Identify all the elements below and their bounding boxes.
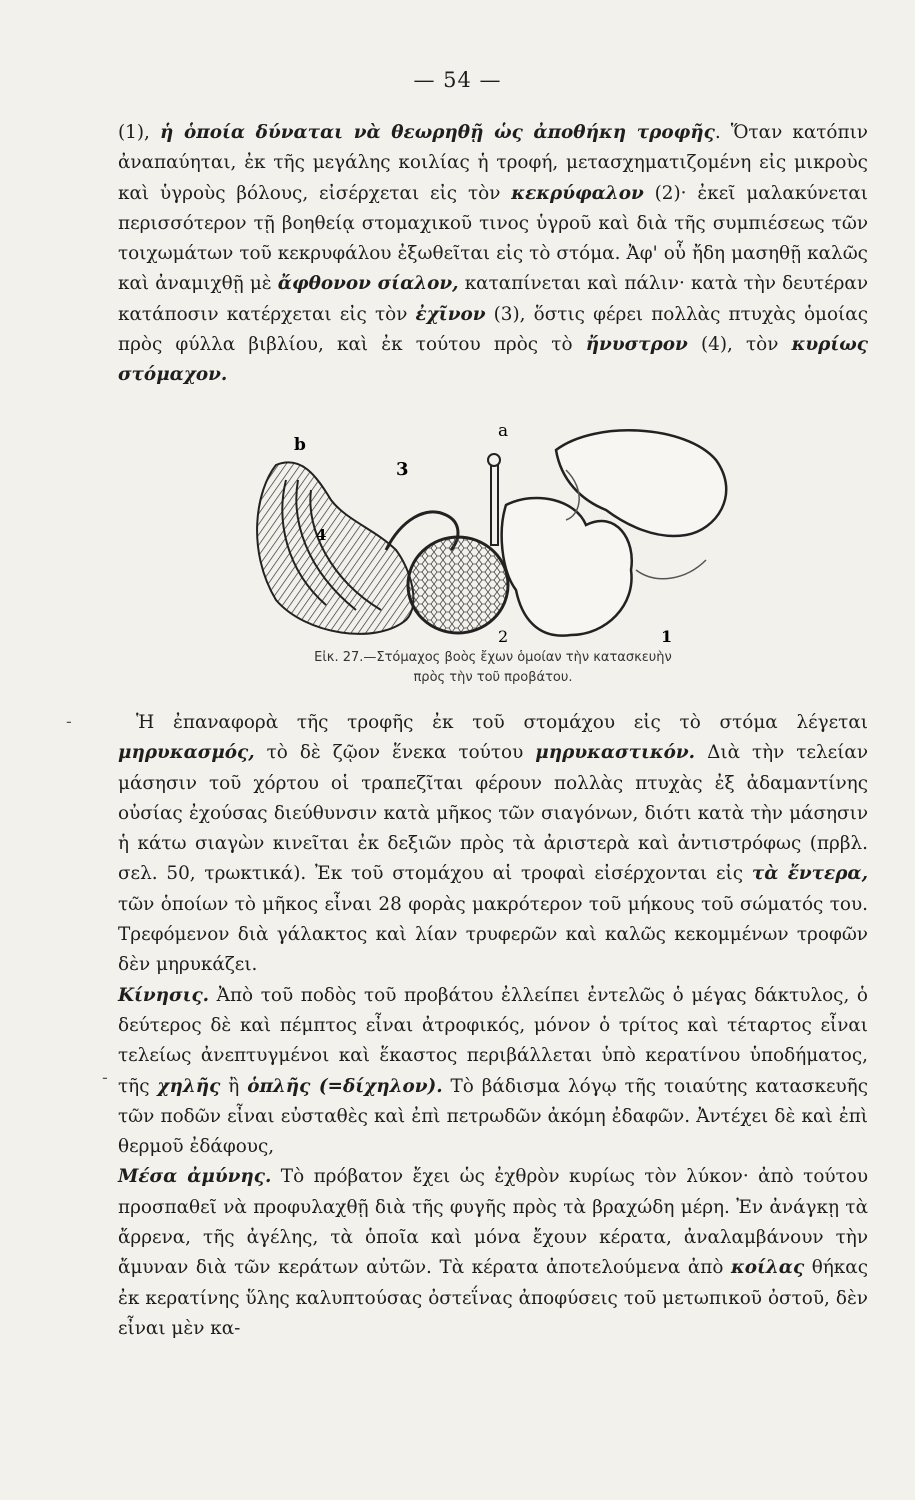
emphasis-term: κεκρύφαλον bbox=[511, 182, 644, 204]
rumen-part bbox=[502, 498, 632, 636]
emphasis-term: ἤνυστρον bbox=[585, 334, 688, 356]
text-run: ἢ bbox=[220, 1075, 248, 1097]
figure-caption bbox=[118, 648, 868, 688]
text-run: (2)· ἐκεῖ μαλακύνεται περισσότερον τῇ βοηθείᾳ στομαχικοῦ τινος ὑγροῦ καὶ διὰ τῆς συμπιέσεως τῶν τοιχωμάτων τοῦ κεκρυφάλου ἐξωθεῖται εἰς τὸ στόμα. Ἀφ' οὗ ἤδη μασηθῇ καλῶς καὶ ἀναμιχθῇ μὲ bbox=[118, 182, 869, 295]
margin-mark: - bbox=[66, 712, 72, 731]
text-run: Ἡ ἐπαναφορὰ τῆς τροφῆς ἐκ τοῦ στομάχου εἰς τὸ στόμα λέγεται bbox=[136, 712, 868, 733]
text-run: θήκας ἐκ κερατίνης ὕλης καλυπτούσας ὀστεΐνας ἀποφύσεις τοῦ μετωπικοῦ ὀστοῦ, δὲν εἶναι μὲν κα- bbox=[118, 1257, 868, 1339]
figure-label-2: 2 bbox=[498, 627, 509, 646]
omasum-part bbox=[257, 462, 413, 634]
esophagus-part bbox=[491, 460, 498, 545]
emphasis-term: ἡ ὁποία δύναται νὰ θεωρηθῇ ὡς ἀποθήκη τροφῆς bbox=[159, 122, 715, 143]
emphasis-term: ὁπλῆς (=δίχηλον). bbox=[247, 1075, 443, 1097]
text-run: τὸ δὲ ζῷον ἕνεκα τούτου bbox=[254, 742, 536, 764]
page-number: — 54 — bbox=[413, 68, 502, 92]
text-run: τῶν ὁποίων τὸ μῆκος εἶναι 28 φορὰς μακρότερον τοῦ μήκους τοῦ σώματός του. Τρεφόμενον διὰ γάλακτος καὶ λίαν τρυφερῶν καὶ καλῶς κεκομμένων τροφῶν δὲν μηρυκάζει. bbox=[118, 893, 868, 976]
stomach-drawing bbox=[236, 420, 756, 655]
text-run: καταπίνεται καὶ πάλιν· κατὰ τὴν δευτέραν κατάποσιν κατέρχεται εἰς τὸν bbox=[118, 273, 869, 325]
figure-label-3: 3 bbox=[396, 459, 409, 480]
emphasis-term: τὰ ἔντερα, bbox=[751, 863, 868, 885]
text-run: (4), τὸν bbox=[687, 334, 792, 356]
figure-label-4: 4 bbox=[316, 526, 327, 544]
emphasis-term: χηλῆς bbox=[157, 1075, 221, 1097]
caption-line: Εἰκ. 27.—Στόμαχος βοὸς ἔχων ὁμοίαν τὴν κατασκευὴν bbox=[314, 650, 672, 665]
text-run: Τὸ βάδισμα λόγῳ τῆς τοιαύτης κατασκευῆς τῶν ποδῶν εἶναι εὐσταθὲς καὶ ἐπὶ πετρωδῶν ἀκόμη ἐδαφῶν. Ἀντέχει δὲ καὶ ἐπὶ θερμοῦ ἐδάφους, bbox=[118, 1075, 868, 1158]
text-run: Διὰ τὴν τελείαν μάσησιν τοῦ χόρτου οἱ τραπεζῖται φέρουν πολλὰς πτυχὰς ἐξ ἀδαμαντίνης οὐσίας ἐχούσας διεύθυνσιν κατὰ μῆκος τῶν σιαγόνων, διότι κατὰ τὴν μάσησιν ἡ κάτω σιαγὼν κινεῖται ἐκ δεξιῶν πρὸς τὰ ἀριστερὰ καὶ ἀντιστρόφως (πρβλ. σελ. 50, τρωκτικά). Ἐκ τοῦ στομάχου αἱ τροφαὶ εἰσέρχονται εἰς bbox=[118, 742, 869, 885]
text-run: (1), bbox=[118, 122, 160, 143]
figure-stomach-illustration bbox=[236, 420, 756, 655]
figure-label-a: a bbox=[498, 421, 509, 441]
margin-mark: - bbox=[102, 1068, 108, 1087]
text-run: Τὸ πρόβατον ἔχει ὡς ἐχθρὸν κυρίως τὸν λύκον· ἀπὸ τούτου προσπαθεῖ νὰ προφυλαχθῇ διὰ τῆς φυγῆς πρὸς τὰ βραχώδη μέρη. Ἐν ἀνάγκῃ τὰ ἄρρενα, τῆς ἀγέλης, τὰ ὁποῖα καὶ μόνα ἔχουν κέρατα, ἀναλαμβάνουν τὴν ἄμυναν διὰ τῶν κεράτων αὐτῶν. Τὰ κέρατα ἀποτελούμενα ἀπὸ bbox=[118, 1166, 868, 1279]
emphasis-term: κοίλας bbox=[730, 1257, 805, 1279]
caption-line: πρὸς τὴν τοῦ προβάτου. bbox=[413, 670, 573, 685]
reticulum-part bbox=[408, 537, 508, 633]
figure-label-1: 1 bbox=[661, 627, 673, 646]
section-heading-defense: Μέσα ἀμύνης. bbox=[118, 1166, 272, 1188]
paragraph-rumination-movement-defense bbox=[118, 708, 868, 1344]
text-run: . Ὅταν κατόπιν ἀναπαύηται, ἐκ τῆς μεγάλης κοιλίας ἡ τροφή, μετασχηματιζομένη εἰς μικροὺς καὶ ὑγροὺς βόλους, εἰσέρχεται εἰς τὸν bbox=[118, 122, 868, 204]
emphasis-term: μηρυκαστικόν. bbox=[535, 742, 696, 764]
emphasis-term: ἐχῖνον bbox=[415, 303, 486, 325]
text-run: Ἀπὸ τοῦ ποδὸς τοῦ προβάτου ἐλλείπει ἐντελῶς ὁ μέγας δάκτυλος, ὁ δεύτερος δὲ καὶ πέμπτος εἶναι ἀτροφικός, μόνον ὁ τρίτος καὶ τέταρτος εἶναι τελείως ἀνεπτυγμένοι καὶ ἕκαστος περιβάλλεται ὑπὸ κερατίνου ὑποδήματος, τῆς bbox=[118, 984, 868, 1097]
paragraph-stomach-description bbox=[118, 118, 868, 391]
figure-label-b: b bbox=[294, 435, 306, 455]
text-run: (3), ὅστις φέρει πολλὰς πτυχὰς ὁμοίας πρὸς φύλλα βιβλίου, καὶ ἐκ τούτου πρὸς τὸ bbox=[118, 303, 868, 356]
emphasis-term: κυρίως στόμαχον. bbox=[118, 334, 868, 386]
section-heading-movement: Κίνησις. bbox=[118, 984, 210, 1006]
emphasis-term: μηρυκασμός, bbox=[118, 742, 255, 764]
emphasis-term: ἄφθονον σίαλον, bbox=[277, 273, 459, 295]
